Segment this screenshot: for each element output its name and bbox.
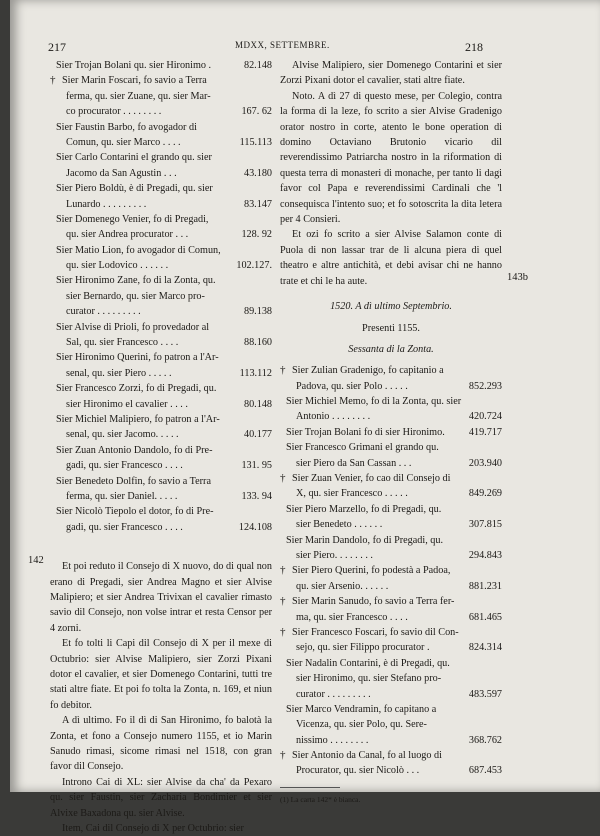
vote-entry-line <box>280 486 502 501</box>
candidate-text: Sier Nadalin Contarini, è di Pregadi, qu. <box>286 657 450 669</box>
vote-count: 420.724 <box>468 411 502 423</box>
vote-entry-line <box>280 579 502 594</box>
left-text-paragraphs <box>50 559 272 836</box>
page-number-right: 218 <box>465 40 483 54</box>
vote-entry-line <box>280 379 502 394</box>
vote-entry-line <box>50 273 272 288</box>
vote-entry-line <box>280 748 502 763</box>
date-heading: 1520. A dì ultimo Septembrio. <box>330 301 452 313</box>
elected-cross-mark: † <box>280 749 286 762</box>
candidate-text: Sier Hironimo Querini, fo patron a l'Ar- <box>56 352 219 364</box>
candidate-text: Jacomo da San Agustin . . . <box>66 167 177 179</box>
vote-entry-line <box>280 563 502 578</box>
vote-entry-line <box>280 533 502 548</box>
candidate-text: Sier Marin Sanudo, fo savio a Terra fer- <box>292 596 455 608</box>
elected-cross-mark: † <box>280 472 286 485</box>
candidate-text: Sier Nicolò Tiepolo el dotor, fo di Pre- <box>56 506 214 518</box>
candidate-text: sejo, qu. sier Filippo procurator . <box>296 642 430 654</box>
candidate-text: curator . . . . . . . . . <box>296 688 371 700</box>
vote-entry-line <box>280 456 502 471</box>
vote-entry-line <box>50 304 272 319</box>
candidate-text: sier Hironimo el cavalier . . . . <box>66 398 188 410</box>
vote-count: 881.231 <box>468 580 502 592</box>
candidate-text: Sier Faustin Barbo, fo avogador di <box>56 121 197 133</box>
vote-entry-line <box>50 166 272 181</box>
vote-entry-line <box>50 474 272 489</box>
vote-entry-line <box>280 394 502 409</box>
text-paragraph: Et fo tolti li Capi dil Consejo di X per il mexe di Octubrio: sier Alvise Malipiero, sier Zorzi Pixani dotor el cavalier, et sier Domenego Contarini, tutti tre stati altre fiate. Et poi fo tolta la Zonta, n. 169, et niun fo debitor. <box>50 638 272 711</box>
right-text-paragraphs <box>280 58 502 289</box>
candidate-text: Sier Antonio da Canal, fo al luogo di <box>292 750 442 762</box>
vote-entry-line <box>50 243 272 258</box>
candidate-text: senal, qu. sier Jacomo. . . . . <box>66 429 179 441</box>
candidate-text: Sier Michiel Malipiero, fo patron a l'Ar- <box>56 413 220 425</box>
candidate-text: gadi, qu. sier Francesco . . . . <box>66 460 183 472</box>
candidate-text: Vicenza, qu. sier Polo, qu. Sere- <box>296 719 427 731</box>
candidate-text: qu. sier Andrea procurator . . . <box>66 229 189 241</box>
vote-count: 203.940 <box>468 457 502 469</box>
elected-cross-mark: † <box>280 595 286 608</box>
text-paragraph: Alvise Malipiero, sier Domenego Contarini et sier Zorzi Pixani dotor el cavalier, stati altre fiate. <box>280 60 502 87</box>
vote-entry-line <box>50 73 272 88</box>
candidate-text: Sier Matio Lion, fo avogador di Comun, <box>56 244 221 256</box>
candidate-text: Sier Marin Dandolo, fo di Pregadi, qu. <box>286 534 444 546</box>
vote-entry-line <box>50 504 272 519</box>
vote-count: 849.269 <box>468 488 502 500</box>
vote-entry-line <box>280 409 502 424</box>
candidate-text: Sier Alvise di Prioli, fo provedador al <box>56 321 210 333</box>
candidate-text: qu. sier Lodovico . . . . . . <box>66 260 169 272</box>
book-page <box>10 0 600 835</box>
vote-count: 133. 94 <box>241 490 272 502</box>
vote-count: 113.112 <box>239 367 272 379</box>
margin-number-right: 143b <box>507 272 528 283</box>
vote-count: 88.160 <box>243 337 272 349</box>
vote-entry-line <box>50 227 272 242</box>
candidate-text: Sier Marin Foscari, fo savio a Terra <box>62 75 207 87</box>
candidate-text: sier Piero da San Cassan . . . <box>296 457 412 469</box>
vote-entry-line <box>280 733 502 748</box>
vote-entry-line <box>280 517 502 532</box>
candidate-text: Sier Francesco Grimani el grando qu. <box>286 442 439 454</box>
candidate-text: Sier Zulian Gradenigo, fo capitanio a <box>292 365 444 377</box>
vote-count: 89.138 <box>243 306 272 318</box>
elected-cross-mark: † <box>280 625 286 638</box>
candidate-text: Sier Francesco Foscari, fo savio dil Con- <box>292 626 459 638</box>
candidate-text: ma, qu. sier Francesco . . . . <box>296 611 408 623</box>
vote-count: 128. 92 <box>241 229 272 241</box>
page-number-left: 217 <box>48 40 66 54</box>
vote-count: 83.147 <box>243 198 272 210</box>
vote-entry-line <box>50 150 272 165</box>
text-paragraph: Et poi reduto il Consejo di X nuovo, do di qual non erano di Pregadi, sier Andrea Magno et sier Alvise Malipiero; et sier Andrea Trivixan el cavalier rimasto savio dil Consejo, non volse intrar et resta Censor per 4 zorni. <box>50 561 272 634</box>
candidate-text: curator . . . . . . . . . <box>66 306 141 318</box>
text-paragraph: Item, Cai dil Consejo di X per Octubrio: sier <box>62 823 244 835</box>
text-paragraph: Introno Cai di XL: sier Alvise da cha' da Pexaro qu. sier Faustin, sier Zacharia Bondimier et sier Alvixe Baxadona qu. sier Alvise. <box>50 776 272 819</box>
vote-entry-line <box>50 350 272 365</box>
right-vote-list <box>280 363 502 779</box>
vote-count: 131. 95 <box>241 460 272 472</box>
vote-entry-line <box>50 397 272 412</box>
candidate-text: Sier Francesco Zorzi, fo di Pregadi, qu. <box>56 383 217 395</box>
candidate-text: Sier Benedeto Dolfin, fo savio a Terra <box>56 475 211 487</box>
vote-entry-line <box>50 135 272 150</box>
candidate-text: Sier Trojan Bolani fo di sier Hironimo. <box>286 426 445 438</box>
vote-entry-line <box>280 425 502 440</box>
footnote-rule <box>280 787 340 788</box>
candidate-text: Antonio . . . . . . . . <box>296 411 371 423</box>
vote-count: 687.453 <box>468 765 502 777</box>
vote-count: 852.293 <box>468 380 502 392</box>
text-paragraph: Noto. A dì 27 di questo mese, per Colegio, contra la forma di la leze, fo scrito a sier Alvise Gradenigo orator nostro in corte, atento le bone operation di domino Octaviano Brutonio vicario dil reverendissimo Patriarcha nostro in la riformation di questa terra di monasteri di monache, per tanto li dagi favor col Papa e reverendissimi Cardinali che 'l consequisca l'intento suo; et fo sotoscrita la dita letera per 4 Consieri. <box>280 90 502 226</box>
vote-entry-line <box>280 625 502 640</box>
vote-count: 115.113 <box>239 136 272 148</box>
vote-entry-line <box>50 366 272 381</box>
vote-entry-line <box>50 197 272 212</box>
vote-entry-line <box>50 381 272 396</box>
candidate-text: sier Hironimo, qu. sier Stefano pro- <box>296 673 442 685</box>
candidate-text: Sier Piero Querini, fo podestà a Padoa, <box>292 565 451 577</box>
candidate-text: Sier Carlo Contarini el grando qu. sier <box>56 152 212 164</box>
candidate-text: Padova, qu. sier Polo . . . . . <box>296 380 408 392</box>
candidate-text: Sier Zuan Antonio Dandolo, fo di Pre- <box>56 444 213 456</box>
vote-entry-line <box>280 548 502 563</box>
margin-number-left: 142 <box>28 555 44 566</box>
candidate-text: X, qu. sier Francesco . . . . . <box>296 488 408 500</box>
vote-count: 102.127. <box>236 260 272 272</box>
candidate-text: Procurator, qu. sier Nicolò . . . <box>296 765 420 777</box>
candidate-text: sier Benedeto . . . . . . <box>296 519 383 531</box>
vote-entry-line <box>280 717 502 732</box>
vote-entry-line <box>280 687 502 702</box>
vote-entry-line <box>280 594 502 609</box>
vote-count: 43.180 <box>243 167 272 179</box>
candidate-text: Sier Marco Vendramin, fo capitano a <box>286 703 437 715</box>
left-column <box>50 58 272 836</box>
vote-count: 80.148 <box>243 398 272 410</box>
vote-entry-line <box>50 58 272 73</box>
candidate-text: Comun, qu. sier Marco . . . . <box>66 136 181 148</box>
vote-entry-line <box>280 471 502 486</box>
vote-count: 124.108 <box>238 521 272 533</box>
vote-entry-line <box>50 104 272 119</box>
vote-entry-line <box>50 212 272 227</box>
vote-entry-line <box>50 181 272 196</box>
vote-count: 167. 62 <box>241 106 272 118</box>
text-paragraph: Et ozi fo scrito a sier Alvise Salamon conte di Puola di non lassar trar de li alcuna piera di quel theatro e altre antichità, et debi avisar chi ne hanno trate et chi le ha aute. <box>280 229 502 287</box>
right-column <box>280 58 502 807</box>
vote-entry-line <box>50 320 272 335</box>
vote-count: 419.717 <box>468 426 502 438</box>
vote-entry-line <box>280 640 502 655</box>
candidate-text: sier Piero. . . . . . . . <box>296 550 373 561</box>
vote-entry-line <box>280 763 502 778</box>
candidate-text: Sier Domenego Venier, fo di Pregadi, <box>56 213 209 225</box>
candidate-text: Sier Hironimo Zane, fo di la Zonta, qu. <box>56 275 216 287</box>
candidate-text: Sal, qu. sier Francesco . . . . <box>66 337 179 349</box>
elected-cross-mark: † <box>280 364 286 377</box>
candidate-text: Sier Zuan Venier, fo cao dil Consejo di <box>292 473 451 485</box>
vote-entry-line <box>50 443 272 458</box>
candidate-text: ferma, qu. sier Zuane, qu. sier Mar- <box>66 90 211 102</box>
vote-entry-line <box>280 502 502 517</box>
candidate-text: qu. sier Arsenio. . . . . . <box>296 580 389 592</box>
vote-entry-line <box>50 258 272 273</box>
vote-entry-line <box>50 489 272 504</box>
presenti-line: Presenti 1155. <box>362 322 420 334</box>
left-vote-list <box>50 58 272 535</box>
vote-entry-line <box>50 89 272 104</box>
text-paragraph: A dì ultimo. Fo il dì di San Hironimo, fo balotà la Zonta, et fono a Consejo numero 1155, et io Marin Sanudo rimasi, sicome rimasi nel 1518, con gran favor dil Consejo. <box>50 715 272 773</box>
vote-count: 294.843 <box>468 550 502 561</box>
vote-count: 681.465 <box>468 611 502 623</box>
running-title: MDXX, SETTEMBRE. <box>235 40 330 50</box>
vote-entry-line <box>50 120 272 135</box>
vote-entry-line <box>50 458 272 473</box>
elected-cross-mark: † <box>50 74 56 87</box>
candidate-text: senal, qu. sier Piero . . . . . <box>66 367 172 379</box>
footnote: (1) La carta 142* è bianca. <box>280 794 361 804</box>
vote-entry-line <box>50 289 272 304</box>
candidate-text: ferma, qu. sier Daniel. . . . . <box>66 490 178 502</box>
vote-entry-line <box>280 671 502 686</box>
candidate-text: Sier Trojan Bolani qu. sier Hironimo . <box>56 60 212 71</box>
vote-entry-line <box>280 702 502 717</box>
vote-entry-line <box>280 440 502 455</box>
vote-count: 40.177 <box>243 429 272 441</box>
vote-count: 483.597 <box>468 688 502 700</box>
candidate-text: nissimo . . . . . . . . <box>296 734 369 746</box>
candidate-text: sier Bernardo, qu. sier Marco pro- <box>66 290 205 302</box>
candidate-text: Lunardo . . . . . . . . . <box>66 198 147 210</box>
vote-entry-line <box>50 335 272 350</box>
vote-entry-line <box>50 427 272 442</box>
candidate-text: co procurator . . . . . . . . <box>66 106 162 118</box>
vote-entry-line <box>50 412 272 427</box>
elected-cross-mark: † <box>280 564 286 577</box>
vote-count: 307.815 <box>468 519 502 531</box>
candidate-text: Sier Piero Marzello, fo di Pregadi, qu. <box>286 503 442 515</box>
vote-entry-line <box>50 520 272 535</box>
vote-count: 368.762 <box>468 734 502 746</box>
vote-count: 82.148 <box>243 60 272 71</box>
candidate-text: Sier Michiel Memo, fo di la Zonta, qu. sier <box>286 396 462 408</box>
candidate-text: Sier Piero Boldù, è di Pregadi, qu. sier <box>56 183 213 195</box>
vote-entry-line <box>280 363 502 378</box>
vote-count: 824.314 <box>468 642 502 654</box>
zonta-heading: Sessanta di la Zonta. <box>348 343 434 355</box>
vote-entry-line <box>280 656 502 671</box>
candidate-text: gadi, qu. sier Francesco . . . . <box>66 521 183 533</box>
vote-entry-line <box>280 610 502 625</box>
